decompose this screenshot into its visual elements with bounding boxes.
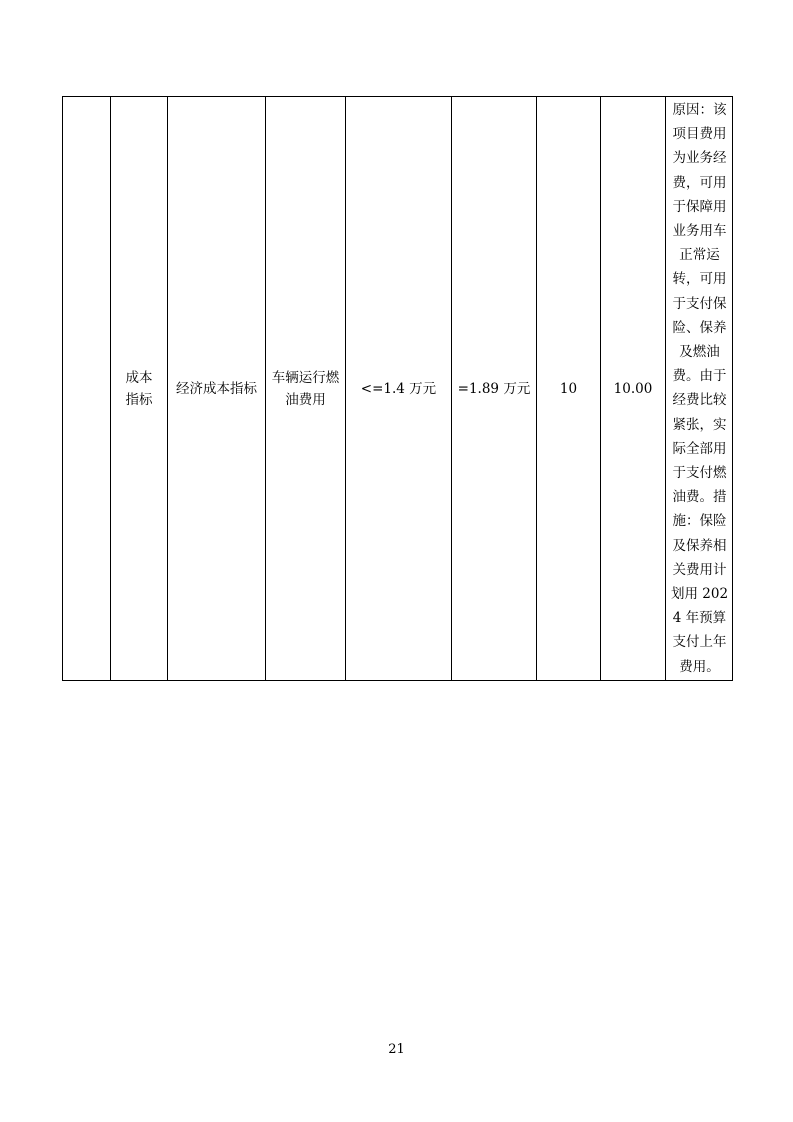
indicator-name-cell [266,97,346,681]
table-row [63,97,733,681]
target-value-text: <=1.4 万元 [360,380,437,397]
level3-indicator-cell [168,97,266,681]
level2-indicator-text: 成本指标 [125,369,153,408]
score-text: 10.00 [613,380,653,397]
weight-cell [537,97,601,681]
indicator-name-text: 车辆运行燃油费用 [271,369,340,408]
page-number: 21 [388,1042,405,1057]
target-value-cell [346,97,452,681]
score-cell [601,97,666,681]
level2-indicator-cell [111,97,168,681]
performance-indicator-table [62,96,733,681]
level3-indicator-text: 经济成本指标 [176,380,257,397]
deviation-note-cell [666,97,733,681]
level1-indicator-cell [63,97,111,681]
weight-text: 10 [559,380,578,397]
actual-value-cell [452,97,537,681]
deviation-note-text: 原因：该项目费用为业务经费，可用于保障用业务用车正常运转，可用于支付保险、保养及燃油费。由于经费比较紧张，实际全部用于支付燃油费。措施：保险及保养相关费用计划用 2024 年预算支付上年费用。 [670,102,729,675]
actual-value-text: =1.89 万元 [457,380,531,397]
